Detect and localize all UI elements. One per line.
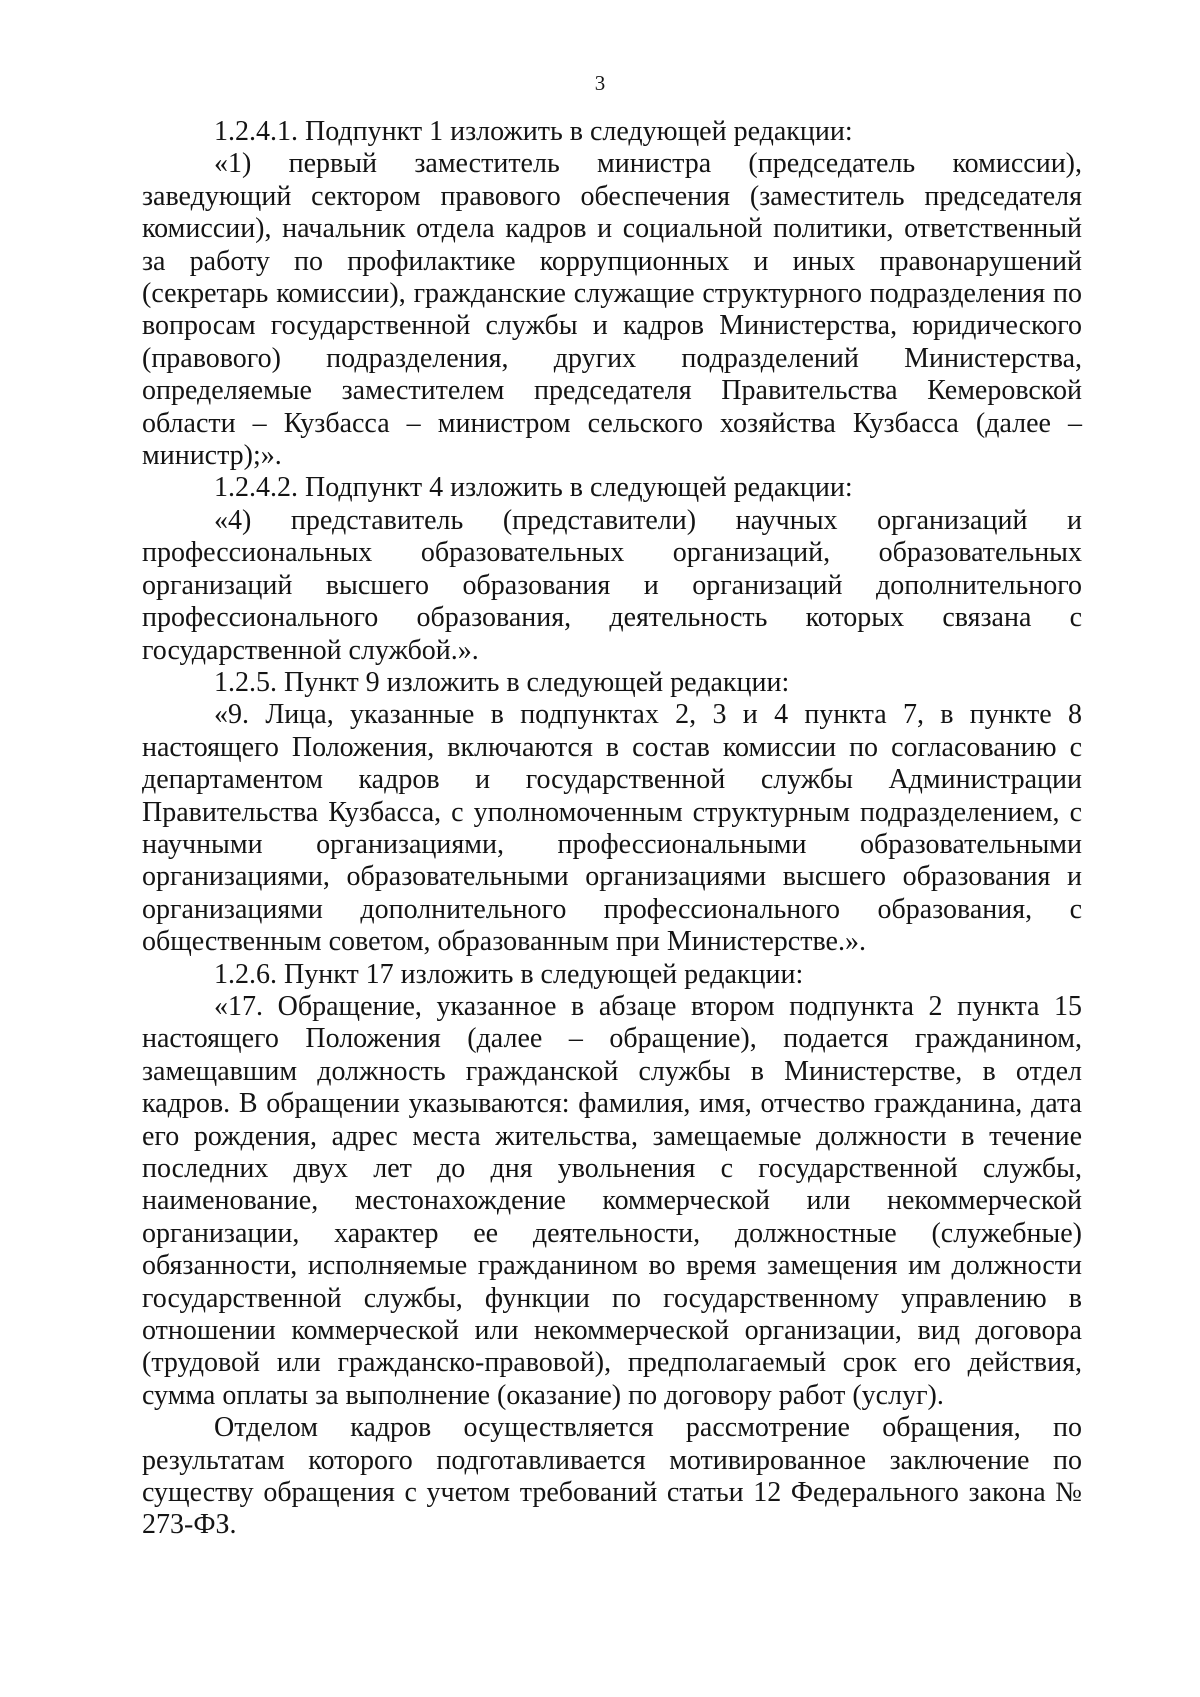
paragraph-1-2-5: 1.2.5. Пункт 9 изложить в следующей редакции: — [214, 666, 790, 698]
paragraph-item-17-text: «17. Обращение, указанное в абзаце втором подпункта 2 пункта 15 настоящего Положения (далее – обращение), подается гражданином, замещавшим должность гражданской службы в Министерстве, в отдел кадров. В обращении указываются: фамилия, имя, отчество гражданина, дата его рождения, адрес места жительства, замещаемые должности в течение последних двух лет до дня увольнения с государственной службы, наименование, местонахождение коммерческой или некоммерческой организации, характер ее деятельности, должностные (служебные) обязанности, исполняемые гражданином во время замещения им должности государственной службы, функции по государственному управлению в отношении коммерческой или некоммерческой организации, вид договора (трудовой или гражданско-правовой), предполагаемый срок его действия, сумма оплаты за выполнение (оказание) по договору работ (услуг). — [142, 990, 1082, 1411]
paragraph-1-2-6: 1.2.6. Пункт 17 изложить в следующей редакции: — [214, 958, 804, 990]
paragraph-item-9-text: «9. Лица, указанные в подпунктах 2, 3 и 4 пункта 7, в пункте 8 настоящего Положения, включаются в состав комиссии по согласованию с департаментом кадров и государственной службы Администрации Правительства Кузбасса, с уполномоченным структурным подразделением, с научными организациями, профессиональными образовательными организациями, образовательными организациями высшего образования и организациями дополнительного профессионального образования, с общественным советом, образованным при Министерстве.». — [142, 699, 1082, 958]
paragraph-review-text: Отделом кадров осуществляется рассмотрение обращения, по результатам которого подготавливается мотивированное заключение по существу обращения с учетом требований статьи 12 Федерального закона № 273-ФЗ. — [142, 1412, 1082, 1541]
page-number: 3 — [594, 71, 606, 95]
paragraph-subitem-4-text: «4) представитель (представители) научных организаций и профессиональных образовательных организаций, образовательных организаций высшего образования и организаций дополнительного профессионального образования, деятельность которых связана с государственной службой.». — [142, 504, 1082, 666]
paragraph-subitem-1-text: «1) первый заместитель министра (председатель комиссии), заведующий сектором правового обеспечения (заместитель председателя комиссии), начальник отдела кадров и социальной политики, ответственный за работу по профилактике коррупционных и иных правонарушений (секретарь комиссии), гражданские служащие структурного подразделения по вопросам государственной службы и кадров Министерства, юридического (правового) подразделения, других подразделений Министерства, определяемые заместителем председателя Правительства Кемеровской области – Кузбасса – министром сельского хозяйства Кузбасса (далее – министр);». — [142, 148, 1082, 472]
document-body — [142, 116, 1082, 1542]
paragraph-1-2-4-2: 1.2.4.2. Подпункт 4 изложить в следующей редакции: — [214, 472, 853, 504]
paragraph-1-2-4-1: 1.2.4.1. Подпункт 1 изложить в следующей редакции: — [214, 116, 853, 147]
